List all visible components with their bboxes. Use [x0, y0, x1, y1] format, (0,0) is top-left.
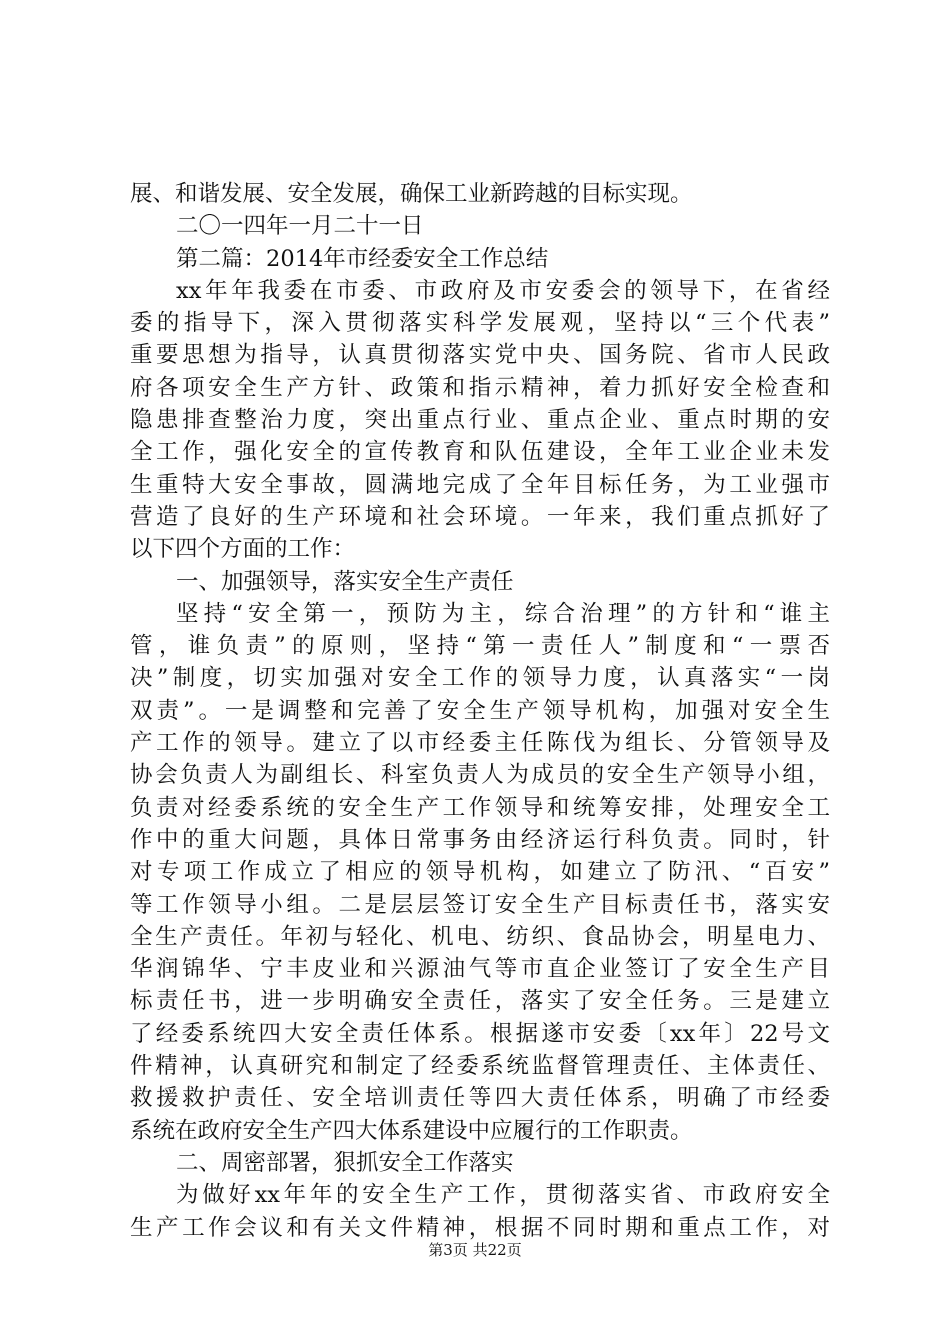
heading-line: 一、加强领导，落实安全生产责任 [176, 568, 514, 595]
text-line: 为做好xx年年的安全生产工作，贯彻落实省、市政府安全 [176, 1182, 830, 1209]
text-line: 作中的重大问题，具体日常事务由经济运行科负责。同时，针 [130, 826, 830, 853]
date-line: 二〇一四年一月二十一日 [176, 213, 424, 240]
text-line: 坚持“安全第一，预防为主，综合治理”的方针和“谁主 [176, 600, 830, 627]
text-line: 系统在政府安全生产四大体系建设中应履行的工作职责。 [130, 1117, 693, 1144]
text-line: 产工作的领导。建立了以市经委主任陈伐为组长、分管领导及 [130, 730, 830, 757]
text-line: 负责对经委系统的安全生产工作领导和统筹安排，处理安全工 [130, 794, 830, 821]
text-line: 展、和谐发展、安全发展，确保工业新跨越的目标实现。 [130, 181, 693, 207]
text-line: 华润锦华、宁丰皮业和兴源油气等市直企业签订了安全生产目 [130, 956, 830, 983]
text-line: 了经委系统四大安全责任体系。根据遂市安委〔xx年〕22号文 [130, 1020, 830, 1047]
text-line: 生产工作会议和有关文件精神，根据不同时期和重点工作，对 [130, 1214, 830, 1241]
text-line: 标责任书，进一步明确安全责任，落实了安全任务。三是建立 [130, 988, 830, 1015]
text-line: 隐患排查整治力度，突出重点行业、重点企业、重点时期的安 [130, 407, 830, 434]
text-line: 重要思想为指导，认真贯彻落实党中央、国务院、省市人民政 [130, 342, 830, 369]
text-line: 救援救护责任、安全培训责任等四大责任体系，明确了市经委 [130, 1085, 830, 1112]
text-line: xx年年我委在市委、市政府及市安委会的领导下，在省经 [176, 277, 830, 304]
text-line: 委的指导下，深入贯彻落实科学发展观，坚持以“三个代表” [130, 310, 830, 337]
page-footer [0, 1240, 950, 1260]
text-line: 决”制度，切实加强对安全工作的领导力度，认真落实“一岗 [130, 665, 830, 692]
text-line: 全生产责任。年初与轻化、机电、纺织、食品协会，明星电力、 [130, 923, 830, 950]
text-line: 生重特大安全事故，圆满地完成了全年目标任务，为工业强市 [130, 471, 830, 498]
section-title: 第二篇：2014年市经委安全工作总结 [176, 245, 549, 272]
document-body [130, 178, 830, 1244]
text-line: 管，谁负责”的原则，坚持“第一责任人”制度和“一票否 [130, 633, 830, 660]
text-line: 协会负责人为副组长、科室负责人为成员的安全生产领导小组， [130, 762, 830, 789]
text-line: 营造了良好的生产环境和社会环境。一年来，我们重点抓好了 [130, 503, 830, 530]
text-line: 等工作领导小组。二是层层签订安全生产目标责任书，落实安 [130, 891, 830, 918]
page-number: 第3页 共22页 [428, 1241, 522, 1259]
heading-line: 二、周密部署，狠抓安全工作落实 [176, 1149, 514, 1176]
text-line: 对专项工作成立了相应的领导机构，如建立了防汛、“百安” [130, 859, 830, 886]
text-line: 全工作，强化安全的宣传教育和队伍建设，全年工业企业未发 [130, 439, 830, 466]
text-line: 府各项安全生产方针、政策和指示精神，着力抓好安全检查和 [130, 374, 830, 401]
text-line: 以下四个方面的工作： [130, 536, 356, 563]
text-line: 双责”。一是调整和完善了安全生产领导机构，加强对安全生 [130, 697, 830, 724]
text-line: 件精神，认真研究和制定了经委系统监督管理责任、主体责任、 [130, 1053, 830, 1080]
